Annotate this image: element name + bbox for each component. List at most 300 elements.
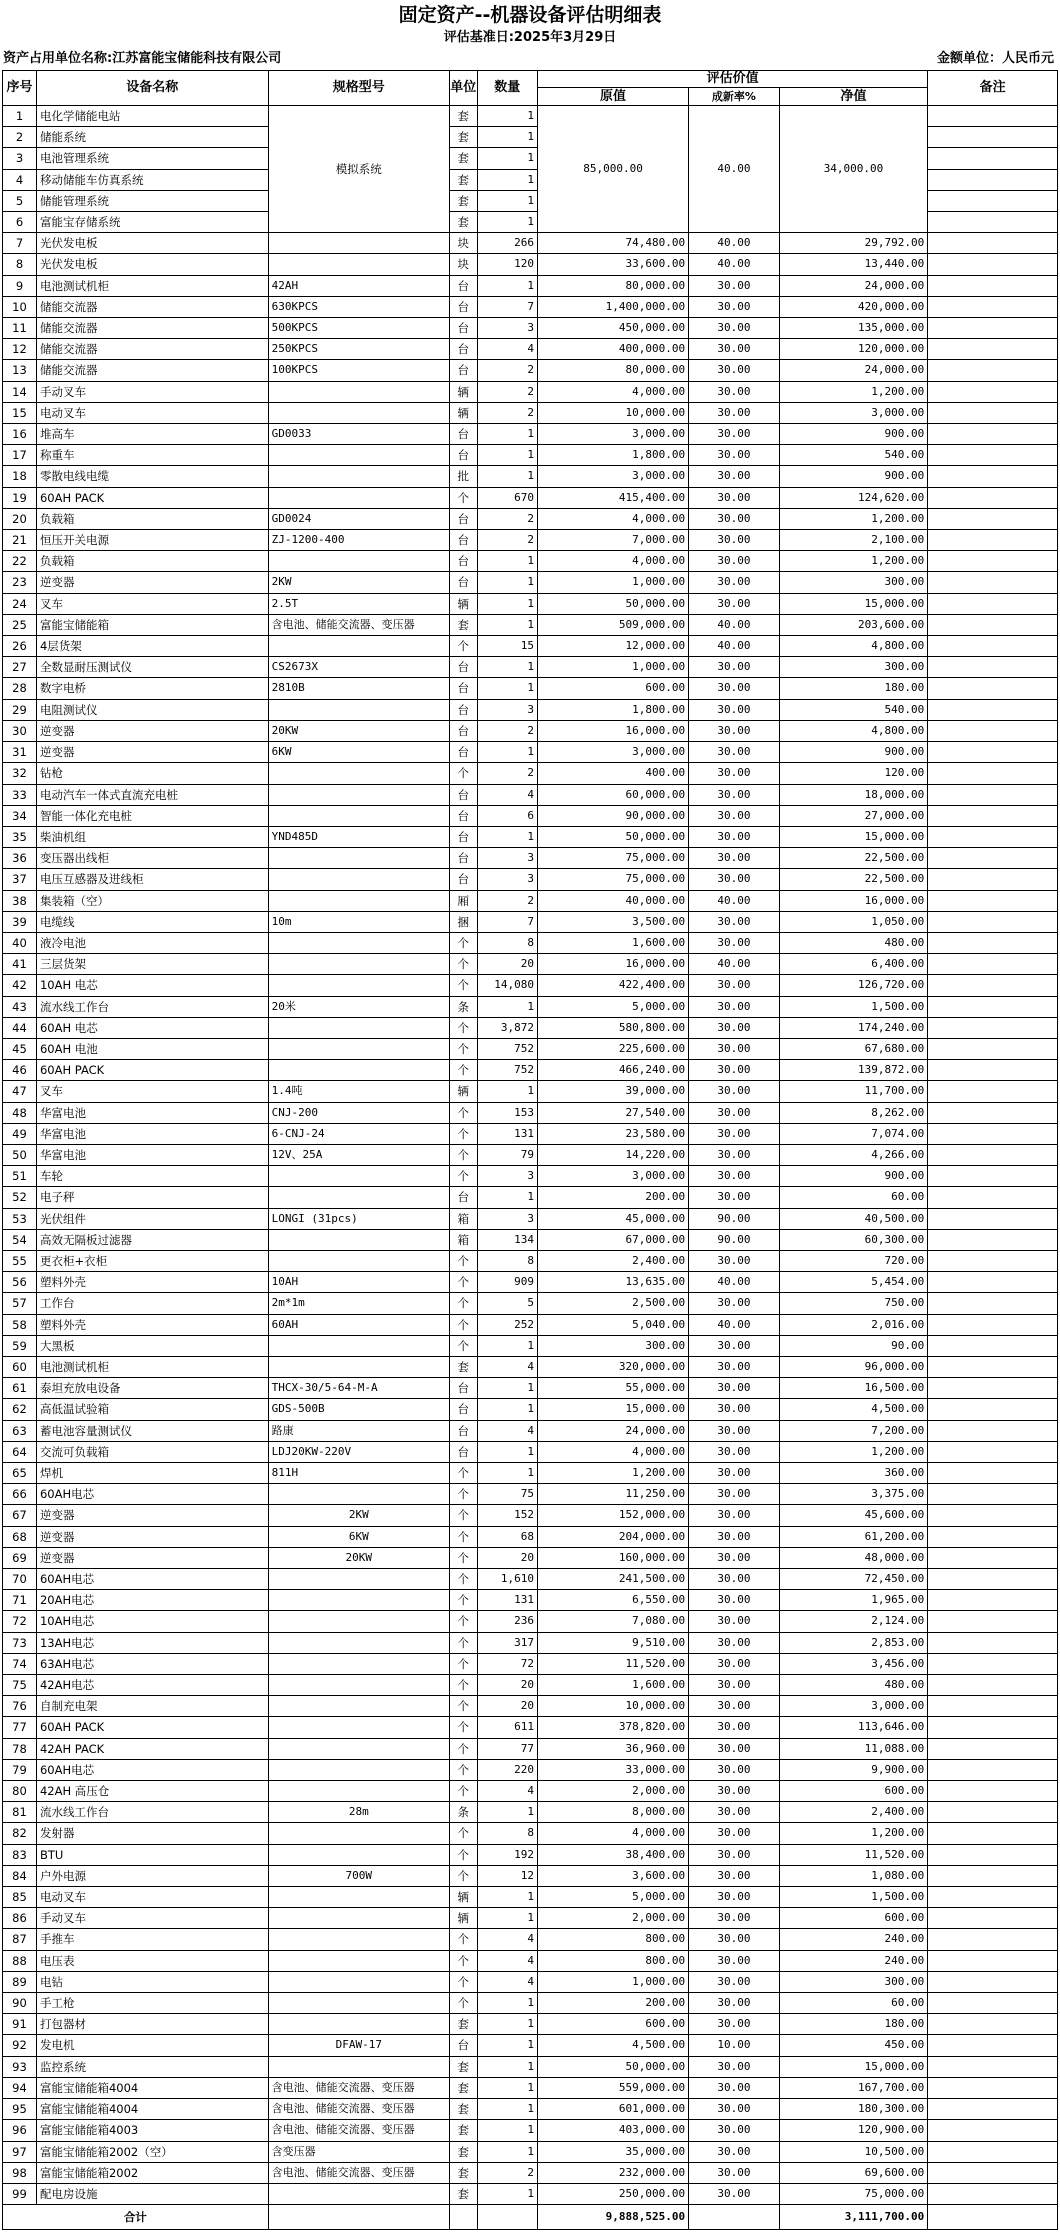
cell-name: 电动叉车 <box>36 402 268 423</box>
cell-spec <box>268 869 449 890</box>
cell-qty: 1 <box>477 996 537 1017</box>
cell-net: 180,300.00 <box>779 2099 928 2120</box>
cell-note <box>928 657 1058 678</box>
cell-note <box>928 487 1058 508</box>
cell-note <box>928 678 1058 699</box>
cell-net-group: 34,000.00 <box>779 106 928 233</box>
cell-qty: 3 <box>477 848 537 869</box>
cell-note <box>928 1823 1058 1844</box>
cell-unit: 个 <box>449 1950 477 1971</box>
cell-qty: 4 <box>477 339 537 360</box>
cell-unit: 个 <box>449 1632 477 1653</box>
cell-net: 24,000.00 <box>779 360 928 381</box>
cell-rate: 30.00 <box>689 848 780 869</box>
table-row <box>3 1632 1058 1653</box>
cell-unit: 台 <box>449 339 477 360</box>
cell-net: 24,000.00 <box>779 275 928 296</box>
cell-name: 富能宝储能箱4003 <box>36 2120 268 2141</box>
cell-note <box>928 2014 1058 2035</box>
cell-net: 40,500.00 <box>779 1208 928 1229</box>
cell-spec: YND485D <box>268 826 449 847</box>
cell-unit: 箱 <box>449 1208 477 1229</box>
cell-rate: 30.00 <box>689 932 780 953</box>
cell-note <box>928 1971 1058 1992</box>
cell-spec: CNJ-200 <box>268 1102 449 1123</box>
table-row <box>3 254 1058 275</box>
table-row <box>3 1463 1058 1484</box>
cell-orig: 400,000.00 <box>538 339 689 360</box>
cell-qty: 1 <box>477 2099 537 2120</box>
cell-name: 泰坦充放电设备 <box>36 1378 268 1399</box>
cell-spec <box>268 763 449 784</box>
cell-orig: 320,000.00 <box>538 1356 689 1377</box>
cell-unit: 个 <box>449 1844 477 1865</box>
cell-rate: 30.00 <box>689 1187 780 1208</box>
table-row <box>3 106 1058 127</box>
cell-unit: 个 <box>449 1823 477 1844</box>
cell-net: 540.00 <box>779 445 928 466</box>
header-eval: 评估价值 <box>538 71 928 88</box>
cell-net: 48,000.00 <box>779 1547 928 1568</box>
table-row <box>3 1908 1058 1929</box>
cell-orig: 16,000.00 <box>538 720 689 741</box>
cell-spec <box>268 1611 449 1632</box>
cell-no: 52 <box>3 1187 37 1208</box>
cell-net: 180.00 <box>779 2014 928 2035</box>
cell-name: 60AH电芯 <box>36 1569 268 1590</box>
cell-no: 28 <box>3 678 37 699</box>
cell-spec: 20KW <box>268 1547 449 1568</box>
cell-rate: 30.00 <box>689 572 780 593</box>
cell-orig: 16,000.00 <box>538 954 689 975</box>
table-row <box>3 1166 1058 1187</box>
cell-spec: 10m <box>268 911 449 932</box>
cell-name: 电阻测试仪 <box>36 699 268 720</box>
cell-note <box>928 593 1058 614</box>
cell-name: 称重车 <box>36 445 268 466</box>
cell-note <box>928 381 1058 402</box>
cell-orig: 10,000.00 <box>538 1696 689 1717</box>
cell-spec <box>268 1229 449 1250</box>
cell-qty: 1 <box>477 190 537 211</box>
cell-name: 光伏发电板 <box>36 254 268 275</box>
header-orig: 原值 <box>538 88 689 106</box>
cell-no: 5 <box>3 190 37 211</box>
cell-note <box>928 1038 1058 1059</box>
table-row <box>3 1993 1058 2014</box>
cell-unit: 个 <box>449 1675 477 1696</box>
cell-orig: 15,000.00 <box>538 1399 689 1420</box>
cell-no: 58 <box>3 1314 37 1335</box>
cell-qty: 75 <box>477 1484 537 1505</box>
cell-note <box>928 2077 1058 2098</box>
cell-name: 华富电池 <box>36 1102 268 1123</box>
cell-note <box>928 1611 1058 1632</box>
cell-no: 74 <box>3 1653 37 1674</box>
cell-orig: 5,040.00 <box>538 1314 689 1335</box>
cell-no: 95 <box>3 2099 37 2120</box>
table-row <box>3 360 1058 381</box>
cell-orig: 3,500.00 <box>538 911 689 932</box>
cell-no: 13 <box>3 360 37 381</box>
cell-orig: 466,240.00 <box>538 1060 689 1081</box>
cell-unit: 套 <box>449 2056 477 2077</box>
cell-spec: 250KPCS <box>268 339 449 360</box>
cell-unit: 台 <box>449 1420 477 1441</box>
cell-net: 126,720.00 <box>779 975 928 996</box>
cell-no: 17 <box>3 445 37 466</box>
cell-no: 45 <box>3 1038 37 1059</box>
table-row <box>3 487 1058 508</box>
cell-rate: 30.00 <box>689 1675 780 1696</box>
cell-note <box>928 1144 1058 1165</box>
cell-rate: 30.00 <box>689 339 780 360</box>
cell-rate: 90.00 <box>689 1229 780 1250</box>
cell-qty: 4 <box>477 1781 537 1802</box>
cell-note <box>928 445 1058 466</box>
cell-note <box>928 1187 1058 1208</box>
cell-no: 88 <box>3 1950 37 1971</box>
table-row <box>3 932 1058 953</box>
cell-spec: LDJ20KW-220V <box>268 1441 449 1462</box>
cell-name: 配电房设施 <box>36 2183 268 2204</box>
cell-qty: 4 <box>477 784 537 805</box>
cell-qty: 1 <box>477 445 537 466</box>
cell-orig: 50,000.00 <box>538 593 689 614</box>
cell-qty: 1 <box>477 1441 537 1462</box>
cell-qty: 220 <box>477 1759 537 1780</box>
cell-unit: 台 <box>449 445 477 466</box>
cell-no: 78 <box>3 1738 37 1759</box>
cell-orig: 2,400.00 <box>538 1250 689 1271</box>
cell-orig: 75,000.00 <box>538 869 689 890</box>
cell-name: 华富电池 <box>36 1123 268 1144</box>
cell-net: 4,800.00 <box>779 636 928 657</box>
page-title: 固定资产--机器设备评估明细表 <box>398 4 662 26</box>
cell-spec <box>268 784 449 805</box>
cell-net: 1,200.00 <box>779 1823 928 1844</box>
cell-name: BTU <box>36 1844 268 1865</box>
cell-unit: 台 <box>449 720 477 741</box>
cell-name: 打包器材 <box>36 2014 268 2035</box>
table-row <box>3 1484 1058 1505</box>
cell-spec-group: 模拟系统 <box>268 106 449 233</box>
table-row <box>3 1081 1058 1102</box>
cell-unit: 批 <box>449 466 477 487</box>
cell-note <box>928 1250 1058 1271</box>
cell-no: 35 <box>3 826 37 847</box>
cell-no: 10 <box>3 296 37 317</box>
cell-rate: 40.00 <box>689 614 780 635</box>
cell-net: 203,600.00 <box>779 614 928 635</box>
table-row <box>3 1038 1058 1059</box>
cell-orig: 1,600.00 <box>538 932 689 953</box>
cell-qty: 1 <box>477 2077 537 2098</box>
cell-no: 68 <box>3 1526 37 1547</box>
cell-net: 540.00 <box>779 699 928 720</box>
table-row <box>3 2077 1058 2098</box>
cell-qty: 4 <box>477 1356 537 1377</box>
cell-note <box>928 1272 1058 1293</box>
cell-name: 手工枪 <box>36 1993 268 2014</box>
cell-name: 60AH 电芯 <box>36 1017 268 1038</box>
cell-rate: 30.00 <box>689 551 780 572</box>
cell-orig: 90,000.00 <box>538 805 689 826</box>
cell-orig: 13,635.00 <box>538 1272 689 1293</box>
cell-net: 120.00 <box>779 763 928 784</box>
cell-orig: 2,500.00 <box>538 1293 689 1314</box>
cell-orig: 2,000.00 <box>538 1908 689 1929</box>
cell-unit: 个 <box>449 1250 477 1271</box>
cell-unit: 套 <box>449 2120 477 2141</box>
cell-name: 三层货架 <box>36 954 268 975</box>
cell-rate-group: 40.00 <box>689 106 780 233</box>
cell-spec <box>268 805 449 826</box>
cell-name: 13AH电芯 <box>36 1632 268 1653</box>
cell-net: 124,620.00 <box>779 487 928 508</box>
header-unit: 单位 <box>449 71 477 106</box>
cell-spec: 6KW <box>268 1526 449 1547</box>
cell-unit: 块 <box>449 233 477 254</box>
cell-rate: 40.00 <box>689 1314 780 1335</box>
cell-orig: 40,000.00 <box>538 890 689 911</box>
cell-net: 6,400.00 <box>779 954 928 975</box>
table-row <box>3 572 1058 593</box>
cell-no: 30 <box>3 720 37 741</box>
cell-orig: 2,000.00 <box>538 1781 689 1802</box>
cell-net: 2,124.00 <box>779 1611 928 1632</box>
table-row <box>3 869 1058 890</box>
table-row <box>3 1590 1058 1611</box>
cell-rate: 30.00 <box>689 1950 780 1971</box>
cell-net: 5,454.00 <box>779 1272 928 1293</box>
cell-orig: 3,600.00 <box>538 1865 689 1886</box>
cell-net: 4,266.00 <box>779 1144 928 1165</box>
cell-name: 全数显耐压测试仪 <box>36 657 268 678</box>
cell-spec <box>268 1908 449 1929</box>
cell-spec <box>268 1590 449 1611</box>
cell-unit: 套 <box>449 2077 477 2098</box>
cell-rate: 40.00 <box>689 1272 780 1293</box>
cell-spec <box>268 699 449 720</box>
cell-rate: 30.00 <box>689 2141 780 2162</box>
cell-rate: 30.00 <box>689 530 780 551</box>
cell-qty: 1 <box>477 1081 537 1102</box>
cell-net: 16,500.00 <box>779 1378 928 1399</box>
cell-qty: 1 <box>477 678 537 699</box>
cell-no: 73 <box>3 1632 37 1653</box>
cell-net: 1,200.00 <box>779 508 928 529</box>
cell-unit: 个 <box>449 1038 477 1059</box>
cell-net: 4,500.00 <box>779 1399 928 1420</box>
cell-qty: 1 <box>477 2014 537 2035</box>
cell-orig: 4,000.00 <box>538 1823 689 1844</box>
cell-unit: 台 <box>449 275 477 296</box>
cell-note <box>928 1526 1058 1547</box>
table-row <box>3 1123 1058 1144</box>
owner-name: 资产占用单位名称:江苏富能宝储能科技有限公司 <box>3 51 282 66</box>
table-row <box>3 2035 1058 2056</box>
table-row <box>3 1187 1058 1208</box>
cell-no: 98 <box>3 2162 37 2183</box>
cell-rate: 30.00 <box>689 424 780 445</box>
cell-qty: 153 <box>477 1102 537 1123</box>
cell-name: 液冷电池 <box>36 932 268 953</box>
cell-no: 75 <box>3 1675 37 1696</box>
cell-note <box>928 233 1058 254</box>
cell-net: 2,853.00 <box>779 1632 928 1653</box>
cell-net: 61,200.00 <box>779 1526 928 1547</box>
cell-spec: CS2673X <box>268 657 449 678</box>
cell-orig: 509,000.00 <box>538 614 689 635</box>
currency-unit: 金额单位：人民币元 <box>936 51 1054 66</box>
cell-unit: 辆 <box>449 402 477 423</box>
cell-name: 集装箱（空） <box>36 890 268 911</box>
cell-no: 91 <box>3 2014 37 2035</box>
cell-rate: 30.00 <box>689 1484 780 1505</box>
table-row <box>3 911 1058 932</box>
cell-rate: 40.00 <box>689 890 780 911</box>
cell-qty: 131 <box>477 1590 537 1611</box>
table-row <box>3 826 1058 847</box>
cell-qty: 266 <box>477 233 537 254</box>
cell-qty: 120 <box>477 254 537 275</box>
cell-name: 叉车 <box>36 1081 268 1102</box>
cell-orig: 378,820.00 <box>538 1717 689 1738</box>
total-row <box>3 2205 1058 2230</box>
cell-no: 48 <box>3 1102 37 1123</box>
cell-orig: 80,000.00 <box>538 275 689 296</box>
cell-unit: 条 <box>449 996 477 1017</box>
cell-rate: 30.00 <box>689 1144 780 1165</box>
cell-rate: 30.00 <box>689 445 780 466</box>
cell-no: 39 <box>3 911 37 932</box>
cell-rate: 30.00 <box>689 1378 780 1399</box>
cell-spec <box>268 1484 449 1505</box>
table-row <box>3 699 1058 720</box>
cell-no: 41 <box>3 954 37 975</box>
cell-note <box>928 1484 1058 1505</box>
cell-rate: 30.00 <box>689 742 780 763</box>
cell-rate: 30.00 <box>689 1632 780 1653</box>
cell-no: 66 <box>3 1484 37 1505</box>
cell-qty: 2 <box>477 763 537 784</box>
table-row <box>3 1208 1058 1229</box>
cell-note <box>928 1759 1058 1780</box>
cell-qty: 752 <box>477 1060 537 1081</box>
cell-rate: 30.00 <box>689 318 780 339</box>
cell-rate: 10.00 <box>689 2035 780 2056</box>
table-row <box>3 1823 1058 1844</box>
cell-spec <box>268 1717 449 1738</box>
table-row <box>3 2120 1058 2141</box>
table-row <box>3 1971 1058 1992</box>
cell-qty: 1 <box>477 1887 537 1908</box>
cell-spec: GDS-500B <box>268 1399 449 1420</box>
cell-note <box>928 1993 1058 2014</box>
cell-unit: 个 <box>449 1590 477 1611</box>
table-row <box>3 551 1058 572</box>
cell-spec <box>268 466 449 487</box>
cell-net: 60.00 <box>779 1993 928 2014</box>
cell-unit: 台 <box>449 1399 477 1420</box>
cell-orig: 4,000.00 <box>538 1441 689 1462</box>
cell-rate: 30.00 <box>689 1356 780 1377</box>
cell-qty: 317 <box>477 1632 537 1653</box>
cell-net: 900.00 <box>779 1166 928 1187</box>
cell-note <box>928 296 1058 317</box>
table-row <box>3 424 1058 445</box>
cell-name: 电缆线 <box>36 911 268 932</box>
cell-name: 塑料外壳 <box>36 1314 268 1335</box>
cell-spec <box>268 1060 449 1081</box>
cell-note <box>928 1166 1058 1187</box>
cell-orig: 160,000.00 <box>538 1547 689 1568</box>
cell-unit: 个 <box>449 1781 477 1802</box>
cell-rate: 30.00 <box>689 975 780 996</box>
cell-note <box>928 1314 1058 1335</box>
cell-rate: 30.00 <box>689 1844 780 1865</box>
cell-orig: 8,000.00 <box>538 1802 689 1823</box>
cell-spec: 含电池、储能交流器、变压器 <box>268 2162 449 2183</box>
cell-net: 7,200.00 <box>779 1420 928 1441</box>
cell-orig: 200.00 <box>538 1993 689 2014</box>
table-row <box>3 1611 1058 1632</box>
cell-name: 流水线工作台 <box>36 996 268 1017</box>
cell-net: 69,600.00 <box>779 2162 928 2183</box>
cell-no: 34 <box>3 805 37 826</box>
cell-name: 数字电桥 <box>36 678 268 699</box>
cell-net: 96,000.00 <box>779 1356 928 1377</box>
cell-unit: 个 <box>449 1717 477 1738</box>
cell-unit: 台 <box>449 572 477 593</box>
cell-name: 塑料外壳 <box>36 1272 268 1293</box>
cell-unit: 个 <box>449 1017 477 1038</box>
cell-name: 光伏发电板 <box>36 233 268 254</box>
cell-spec <box>268 1823 449 1844</box>
table-row <box>3 1399 1058 1420</box>
cell-net: 11,088.00 <box>779 1738 928 1759</box>
cell-net: 240.00 <box>779 1929 928 1950</box>
cell-no: 71 <box>3 1590 37 1611</box>
cell-no: 54 <box>3 1229 37 1250</box>
table-row <box>3 1314 1058 1335</box>
cell-spec: 2KW <box>268 572 449 593</box>
cell-rate: 30.00 <box>689 826 780 847</box>
cell-note <box>928 1208 1058 1229</box>
cell-note <box>928 869 1058 890</box>
cell-name: 钻枪 <box>36 763 268 784</box>
cell-qty: 20 <box>477 1696 537 1717</box>
table-row <box>3 318 1058 339</box>
table-row <box>3 2014 1058 2035</box>
cell-spec <box>268 487 449 508</box>
cell-rate: 30.00 <box>689 466 780 487</box>
cell-note <box>928 1356 1058 1377</box>
cell-orig: 50,000.00 <box>538 826 689 847</box>
table-row <box>3 1844 1058 1865</box>
cell-no: 87 <box>3 1929 37 1950</box>
cell-orig: 5,000.00 <box>538 996 689 1017</box>
cell-qty: 1 <box>477 1335 537 1356</box>
cell-net: 15,000.00 <box>779 2056 928 2077</box>
cell-no: 14 <box>3 381 37 402</box>
total-label: 合计 <box>3 2205 269 2230</box>
cell-spec: 2m*1m <box>268 1293 449 1314</box>
cell-note <box>928 551 1058 572</box>
cell-orig: 50,000.00 <box>538 2056 689 2077</box>
cell-unit: 台 <box>449 869 477 890</box>
